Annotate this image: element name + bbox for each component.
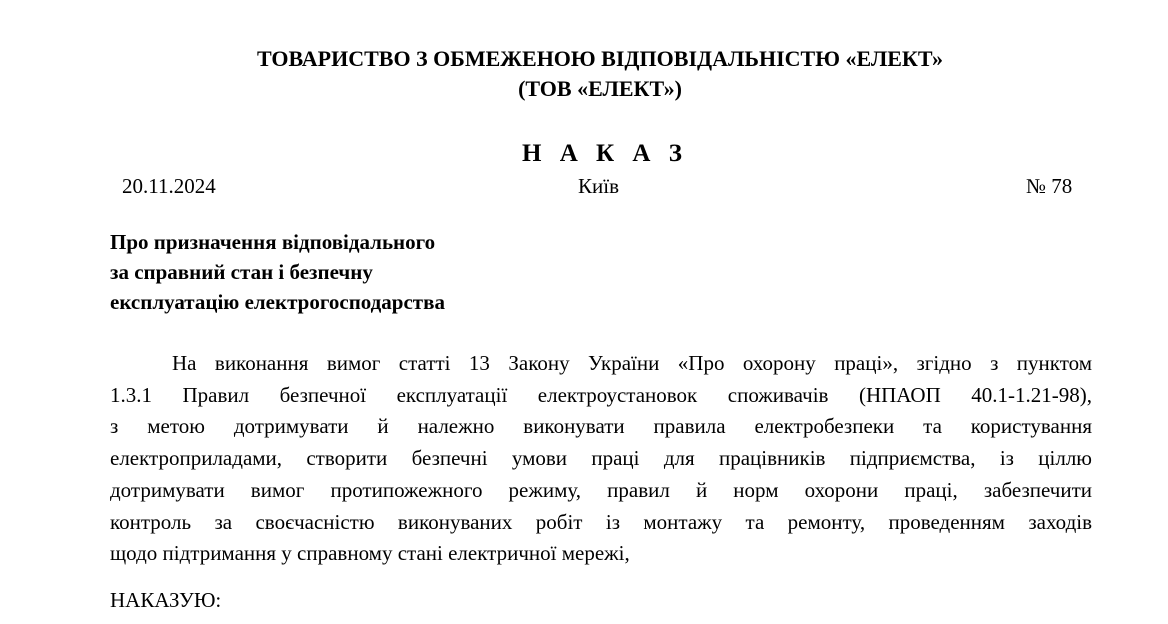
subject-line: Про призначення відповідального bbox=[110, 230, 436, 254]
company-full-name: ТОВАРИСТВО З ОБМЕЖЕНОЮ ВІДПОВІДАЛЬНІСТЮ «ЕЛЕКТ» bbox=[256, 46, 943, 71]
body-line: дотримувати вимог протипожежного режиму, правил й норм охорони праці, забезпечити bbox=[110, 478, 1092, 502]
subject-line: експлуатацію електрогосподарства bbox=[110, 290, 445, 314]
document-city: Київ bbox=[578, 174, 619, 198]
body-line: щодо підтримання у справному стані електричної мережі, bbox=[110, 541, 630, 565]
company-short-name: (ТОВ «ЕЛЕКТ») bbox=[518, 76, 682, 101]
body-line: контроль за своєчасністю виконуваних робіт із монтажу та ремонту, проведенням заходів bbox=[110, 510, 1092, 534]
document-type: Н А К А З bbox=[522, 140, 688, 167]
order-word: НАКАЗУЮ: bbox=[110, 588, 222, 612]
body-line: На виконання вимог статті 13 Закону України «Про охорону праці», згідно з пунктом bbox=[172, 351, 1092, 375]
body-line: з метою дотримувати й належно виконувати правила електробезпеки та користування bbox=[110, 414, 1092, 438]
body-line: електроприладами, створити безпечні умови праці для працівників підприємства, із ціллю bbox=[110, 446, 1092, 470]
document-date: 20.11.2024 bbox=[122, 174, 216, 198]
subject-line: за справний стан і безпечну bbox=[110, 260, 373, 284]
document-number: № 78 bbox=[1026, 174, 1073, 198]
body-line: 1.3.1 Правил безпечної експлуатації електроустановок споживачів (НПАОП 40.1-1.21-98), bbox=[110, 383, 1092, 407]
